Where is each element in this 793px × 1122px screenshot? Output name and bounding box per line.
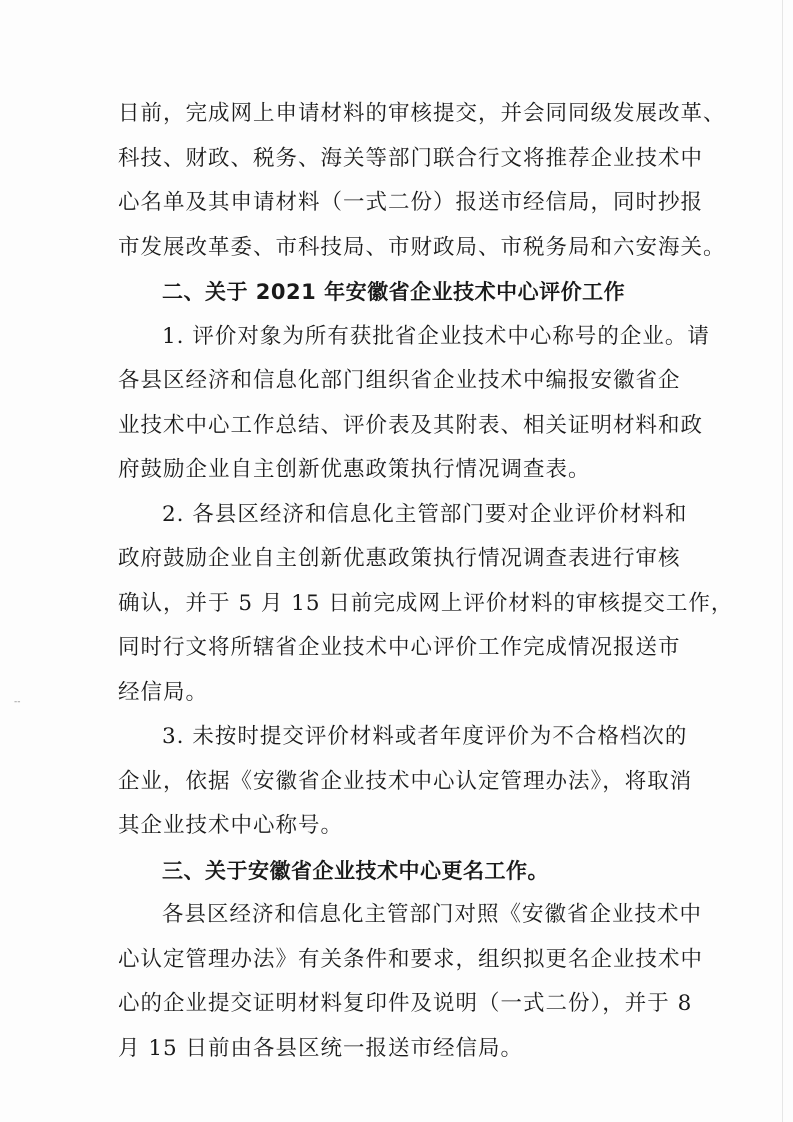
body-line: 各县区经济和信息化主管部门对照《安徽省企业技术中 — [162, 902, 703, 927]
body-line: 科技、财政、税务、海关等部门联合行文将推荐企业技术中 — [118, 145, 704, 171]
body-line: 市发展改革委、市科技局、市财政局、市税务局和六安海关。 — [118, 234, 726, 260]
body-line: 企业，依据《安徽省企业技术中心认定管理办法》，将取消 — [118, 768, 693, 794]
body-line: 业技术中心工作总结、评价表及其附表、相关证明材料和政 — [118, 412, 704, 438]
body-line: 经信局。 — [118, 679, 209, 705]
body-line: 府鼓励企业自主创新优惠政策执行情况调查表。 — [118, 457, 591, 482]
page-edge — [782, 0, 783, 1122]
body-line: 日前，完成网上申请材料的审核提交，并会同同级发展改革、 — [118, 101, 726, 126]
body-line: 同时行文将所辖省企业技术中心评价工作完成情况报送市 — [118, 635, 681, 660]
body-line: 政府鼓励企业自主创新优惠政策执行情况调查表进行审核 — [118, 546, 681, 571]
body-line: 月 15 日前由各县区统一报送市经信局。 — [118, 1035, 524, 1061]
body-line: 心名单及其申请材料（一式二份）报送市经信局，同时抄报 — [118, 190, 704, 215]
section-heading: 二、关于 2021 年安徽省企业技术中心评价工作 — [162, 280, 626, 304]
body-line: 各县区经济和信息化部门组织省企业技术中编报安徽省企 — [118, 368, 681, 393]
body-line: 1. 评价对象为所有获批省企业技术中心称号的企业。请 — [162, 323, 710, 349]
section-heading: 三、关于安徽省企业技术中心更名工作。 — [162, 858, 549, 883]
body-line: 心的企业提交证明材料复印件及说明（一式二份），并于 8 — [118, 991, 693, 1016]
body-line: 2. 各县区经济和信息化主管部门要对企业评价材料和 — [162, 501, 688, 527]
margin-mark: -- — [14, 697, 21, 707]
body-line: 其企业技术中心称号。 — [118, 813, 344, 838]
body-line: 确认，并于 5 月 15 日前完成网上评价材料的审核提交工作， — [118, 590, 734, 616]
body-line: 心认定管理办法》有关条件和要求，组织拟更名企业技术中 — [118, 946, 704, 972]
body-line: 3. 未按时提交评价材料或者年度评价为不合格档次的 — [162, 724, 688, 749]
document-body — [118, 92, 734, 1071]
